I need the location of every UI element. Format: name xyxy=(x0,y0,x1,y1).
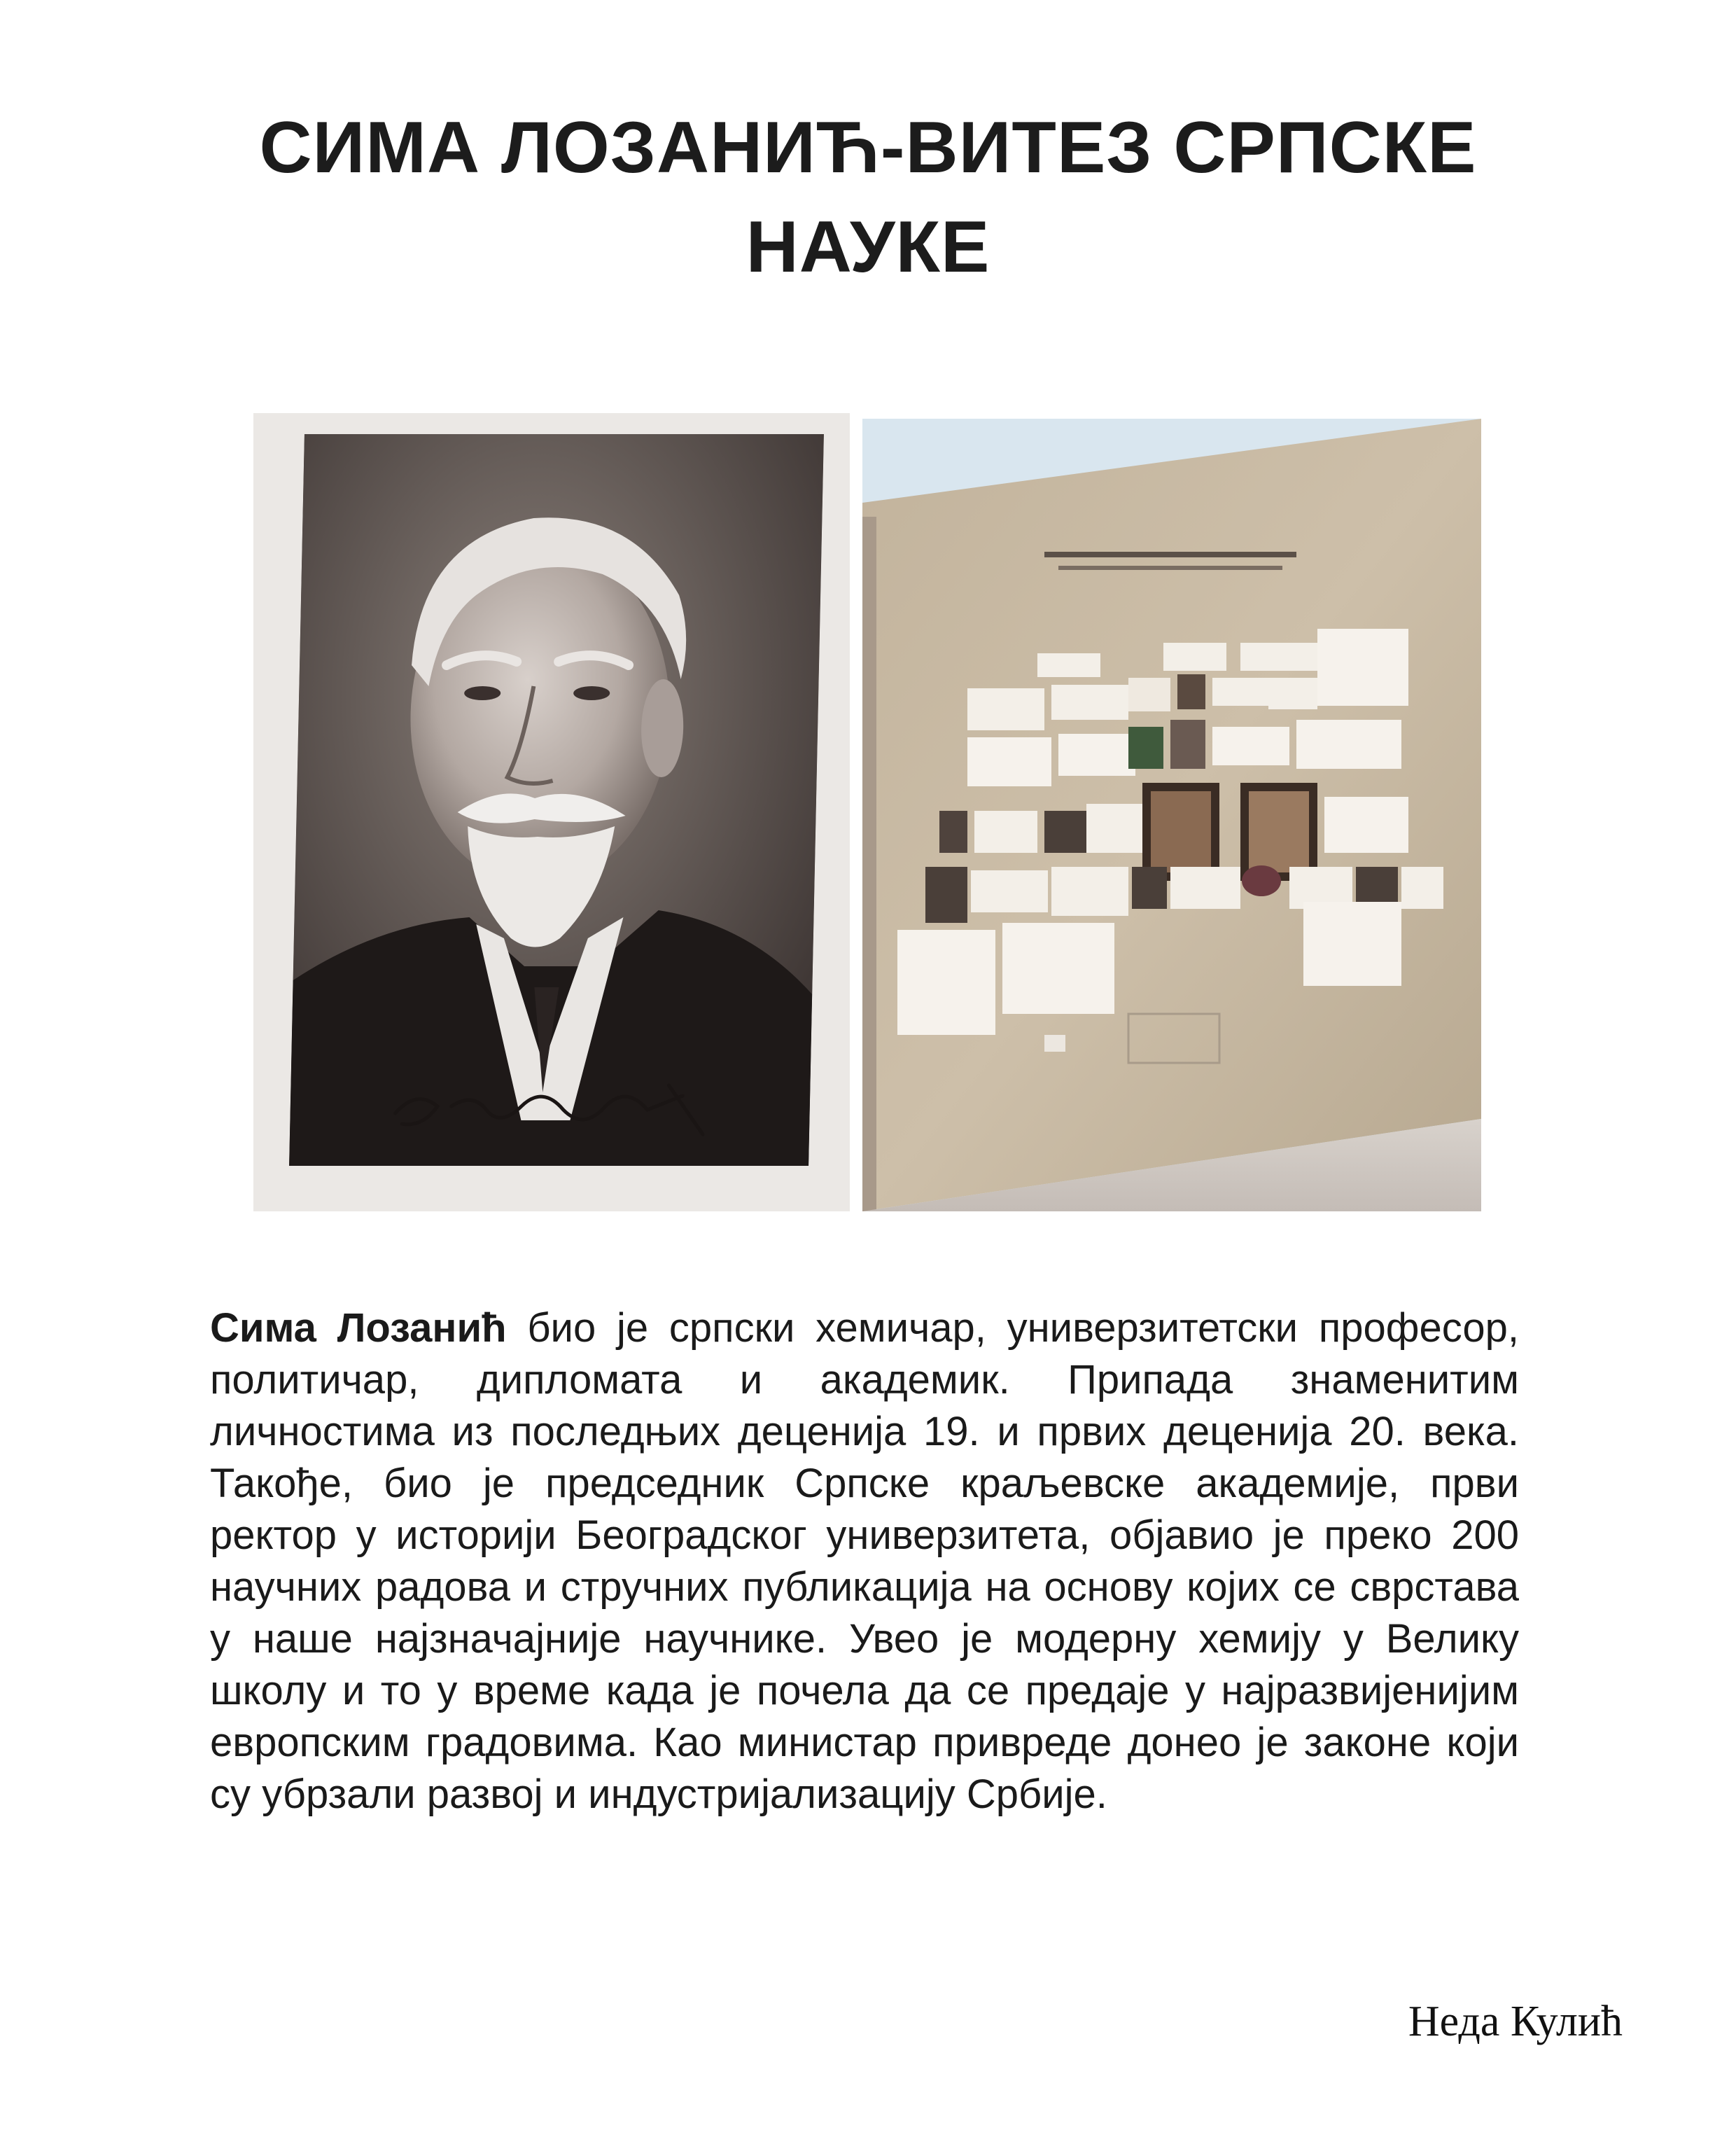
portrait-illustration xyxy=(289,434,824,1166)
exhibition-wall-illustration xyxy=(862,419,1481,1211)
exhibition-photo xyxy=(862,419,1481,1211)
biography-name: Сима Лозанић xyxy=(210,1305,507,1351)
biography-text: био је српски хемичар, универзитетски професор, политичар, дипломата и академик. Припада знаменитим личностима из последњих деценија 19. и првих деценија 20. века. Такође, био је председник Српске краљевске академије, први ректор у историји Београдског универзитета, објавио је преко 200 научних радова и стручних публикација на основу којих се сврстава у наше најзначајније научнике. Увео је модерну хемију у Велику школу и то у време када је почела да се предаје у најразвијенијим европским градовима. Као министар привреде донео је законе који су убрзали развој и индустријализацију Србије. xyxy=(210,1305,1519,1817)
portrait-photo xyxy=(253,413,850,1211)
title-line-2: НАУКЕ xyxy=(746,207,990,288)
page-title xyxy=(0,98,1736,297)
biography-paragraph xyxy=(210,1302,1519,1821)
author-signature: Неда Кулић xyxy=(1408,1998,1623,2045)
title-line-1: СИМА ЛОЗАНИЋ-ВИТЕЗ СРПСКЕ xyxy=(259,107,1477,188)
portrait-print xyxy=(289,434,824,1166)
